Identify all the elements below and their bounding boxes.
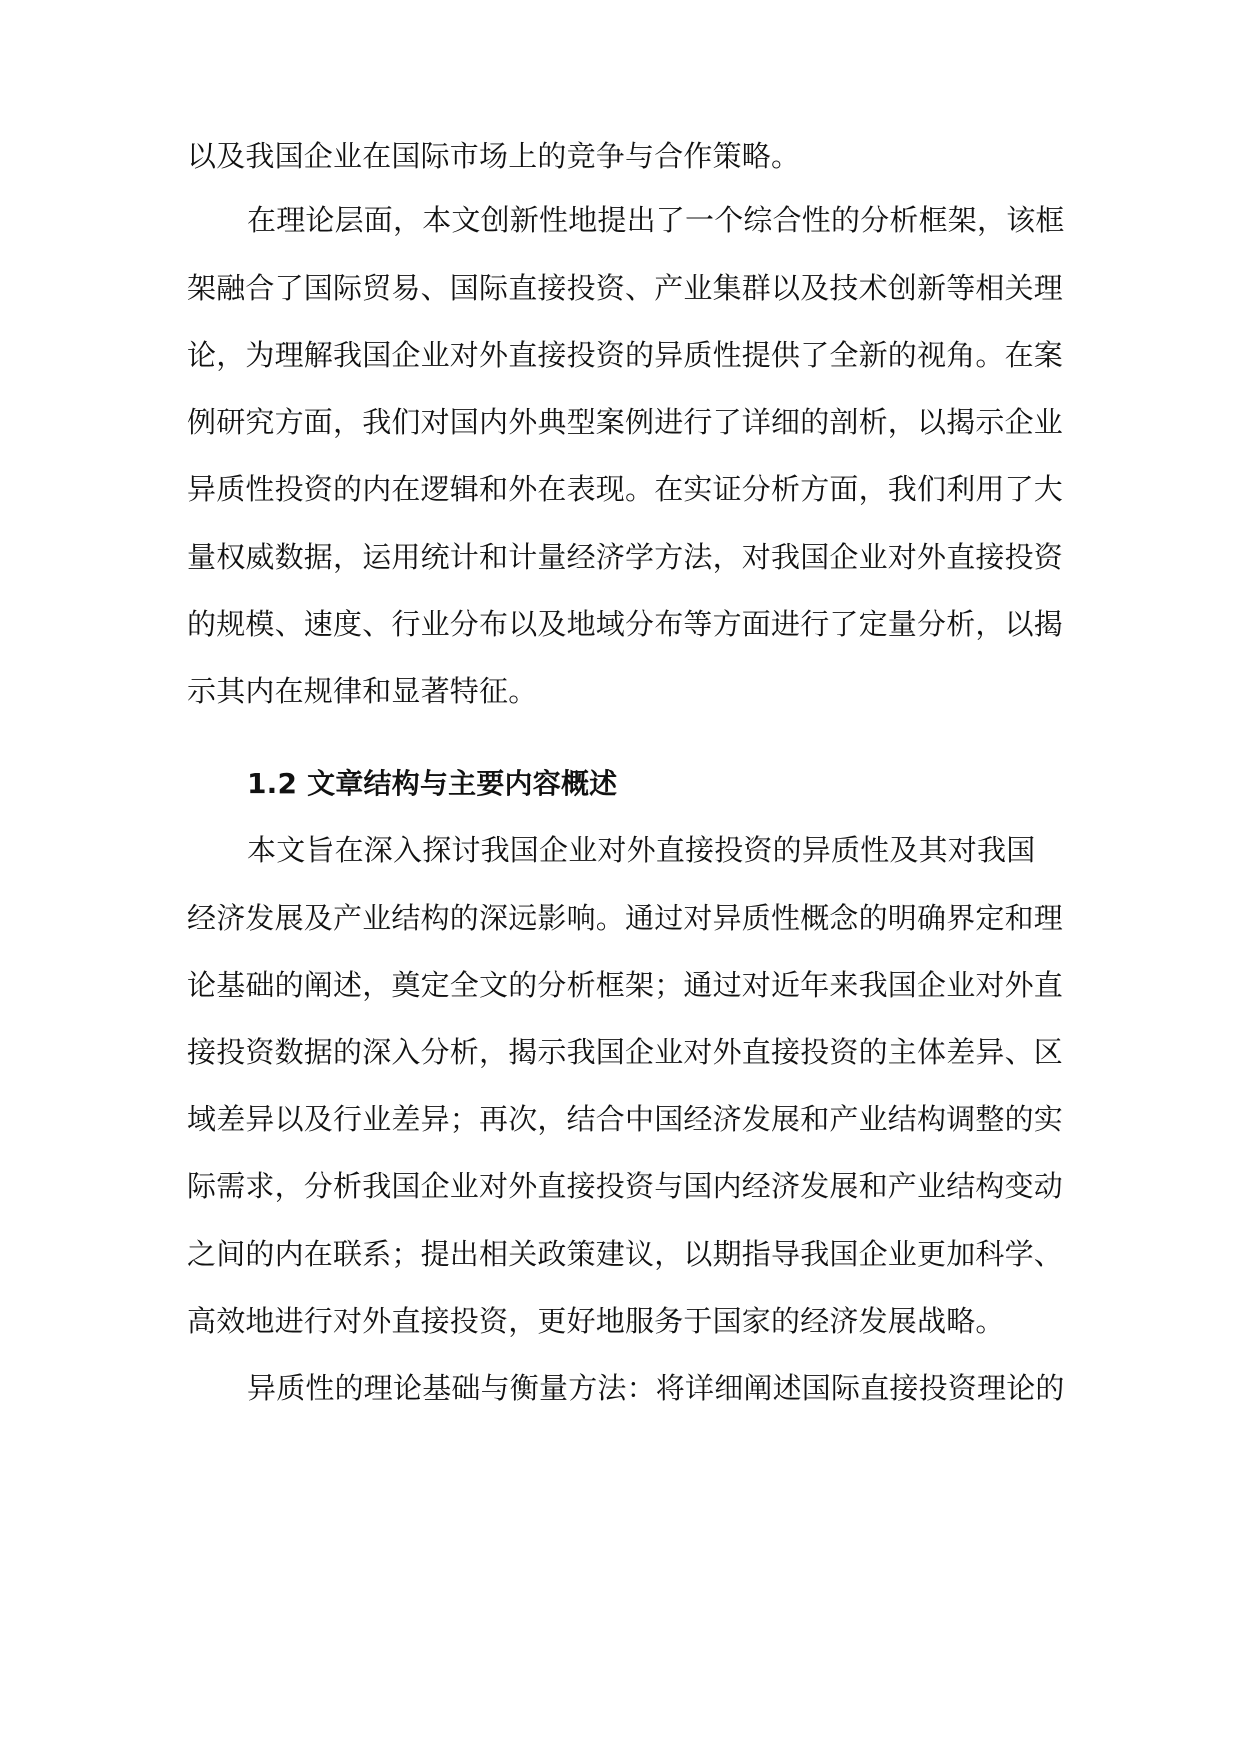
paragraph-2-line-8: 示其内在规律和显著特征。 [187, 674, 538, 708]
paragraph-3-line-2: 经济发展及产业结构的深远影响。通过对异质性概念的明确界定和理 [187, 901, 1064, 935]
paragraph-3-line-8: 高效地进行对外直接投资，更好地服务于国家的经济发展战略。 [187, 1304, 1005, 1338]
paragraph-2-line-1: 在理论层面，本文创新性地提出了一个综合性的分析框架，该框 [247, 203, 1065, 237]
section-heading: 1.2 文章结构与主要内容概述 [247, 767, 618, 800]
paragraph-3-line-6: 际需求，分析我国企业对外直接投资与国内经济发展和产业结构变动 [187, 1169, 1064, 1203]
paragraph-3-line-5: 域差异以及行业差异；再次，结合中国经济发展和产业结构调整的实 [187, 1102, 1064, 1136]
paragraph-2-line-3: 论，为理解我国企业对外直接投资的异质性提供了全新的视角。在案 [187, 338, 1064, 372]
paragraph-2-line-2: 架融合了国际贸易、国际直接投资、产业集群以及技术创新等相关理 [187, 271, 1064, 305]
paragraph-2-line-5: 异质性投资的内在逻辑和外在表现。在实证分析方面，我们利用了大 [187, 472, 1064, 506]
paragraph-3-line-7: 之间的内在联系；提出相关政策建议，以期指导我国企业更加科学、 [187, 1237, 1064, 1271]
paragraph-3-line-4: 接投资数据的深入分析，揭示我国企业对外直接投资的主体差异、区 [187, 1035, 1064, 1069]
paragraph-2-line-4: 例研究方面，我们对国内外典型案例进行了详细的剖析，以揭示企业 [187, 405, 1064, 439]
paragraph-3-line-1: 本文旨在深入探讨我国企业对外直接投资的异质性及其对我国 [247, 833, 1036, 867]
paragraph-2-line-6: 量权威数据，运用统计和计量经济学方法，对我国企业对外直接投资 [187, 540, 1064, 574]
paragraph-4-line-1: 异质性的理论基础与衡量方法：将详细阐述国际直接投资理论的 [247, 1371, 1065, 1405]
paragraph-3-line-3: 论基础的阐述，奠定全文的分析框架；通过对近年来我国企业对外直 [187, 968, 1064, 1002]
paragraph-2-line-7: 的规模、速度、行业分布以及地域分布等方面进行了定量分析，以揭 [187, 607, 1064, 641]
paragraph-1-line-1: 以及我国企业在国际市场上的竞争与合作策略。 [187, 139, 801, 173]
